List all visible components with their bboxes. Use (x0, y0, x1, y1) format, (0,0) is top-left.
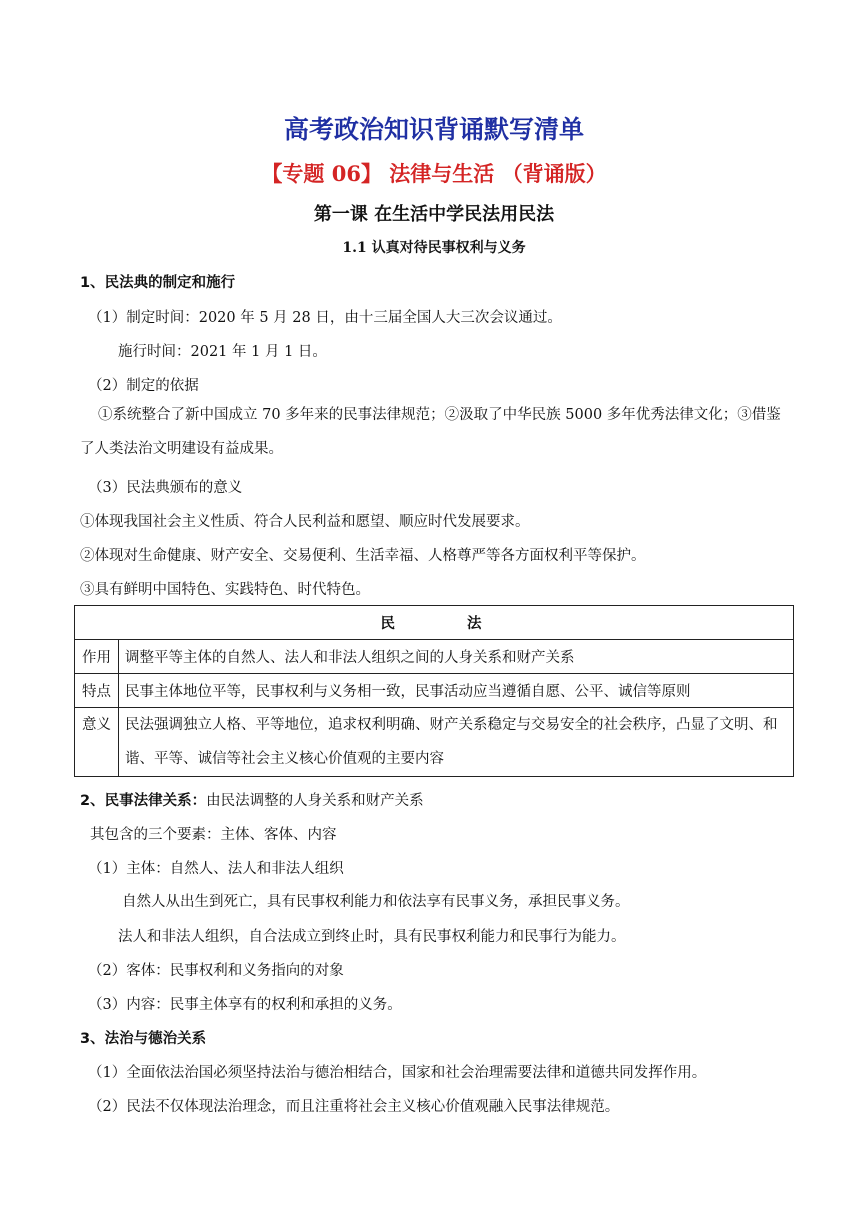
table-row-label: 作用 (75, 640, 119, 674)
table-row-content: 民事主体地位平等，民事权利与义务相一致，民事活动应当遵循自愿、公平、诚信等原则 (119, 674, 794, 708)
section-title: 1.1 认真对待民事权利与义务 (342, 240, 526, 256)
table-header-cell: 民法 (75, 606, 794, 640)
s2-paragraph-3: 自然人从出生到死亡，具有民事权利能力和依法享有民事义务，承担民事义务。 (122, 894, 630, 910)
table-row (75, 640, 794, 674)
table-row (75, 674, 794, 708)
section-3-heading: 3、法治与德治关系 (80, 1031, 207, 1047)
table-row-content: 民法强调独立人格、平等地位，追求权利明确、财产关系稳定与交易安全的社会秩序，凸显了文明、和谐、平等、诚信等社会主义核心价值观的主要内容 (119, 708, 794, 777)
s1-paragraph-5: （3）民法典颁布的意义 (88, 480, 243, 496)
s1-paragraph-2: 施行时间：2021 年 1 月 1 日。 (118, 344, 327, 360)
s1-paragraph-6: ①体现我国社会主义性质、符合人民利益和愿望、顺应时代发展要求。 (80, 514, 530, 530)
s2-paragraph-1: 其包含的三个要素：主体、客体、内容 (90, 827, 337, 843)
civil-law-table (74, 605, 794, 777)
document-title: 高考政治知识背诵默写清单 (283, 115, 584, 144)
s2-paragraph-5: （2）客体：民事权利和义务指向的对象 (88, 963, 344, 979)
table-header-row (75, 606, 794, 640)
s1-paragraph-8: ③具有鲜明中国特色、实践特色、时代特色。 (80, 582, 370, 598)
table-row (75, 708, 794, 777)
lesson-title: 第一课 在生活中学民法用民法 (313, 204, 555, 225)
section-1-heading: 1、民法典的制定和施行 (80, 275, 236, 291)
s2-paragraph-6: （3）内容：民事主体享有的权利和承担的义务。 (88, 997, 402, 1013)
s3-paragraph-2: （2）民法不仅体现法治理念，而且注重将社会主义核心价值观融入民事法律规范。 (88, 1099, 620, 1115)
s3-paragraph-1: （1）全面依法治国必须坚持法治与德治相结合，国家和社会治理需要法律和道德共同发挥作用。 (88, 1065, 707, 1081)
table-row-content: 调整平等主体的自然人、法人和非法人组织之间的人身关系和财产关系 (119, 640, 794, 674)
section-2-heading-line (80, 789, 424, 810)
table-row-label: 意义 (75, 708, 119, 777)
document-subtitle: 【专题 06】 法律与生活 （背诵版） (261, 161, 607, 186)
s2-paragraph-4: 法人和非法人组织，自合法成立到终止时，具有民事权利能力和民事行为能力。 (118, 929, 626, 945)
s1-paragraph-1: （1）制定时间：2020 年 5 月 28 日，由十三届全国人大三次会议通过。 (88, 310, 562, 326)
table-row-label: 特点 (75, 674, 119, 708)
s1-paragraph-7: ②体现对生命健康、财产安全、交易便利、生活幸福、人格尊严等各方面权利平等保护。 (80, 548, 646, 564)
section-2-heading: 2、民事法律关系： (80, 793, 207, 809)
s1-paragraph-3: （2）制定的依据 (88, 378, 199, 394)
s2-paragraph-2: （1）主体：自然人、法人和非法人组织 (88, 861, 344, 877)
section-2-heading-rest: 由民法调整的人身关系和财产关系 (206, 793, 424, 809)
s1-paragraph-4: ①系统整合了新中国成立 70 多年来的民事法律规范；②汲取了中华民族 5000 多年优秀法律文化；③借鉴了人类法治文明建设有益成果。 (80, 407, 781, 457)
